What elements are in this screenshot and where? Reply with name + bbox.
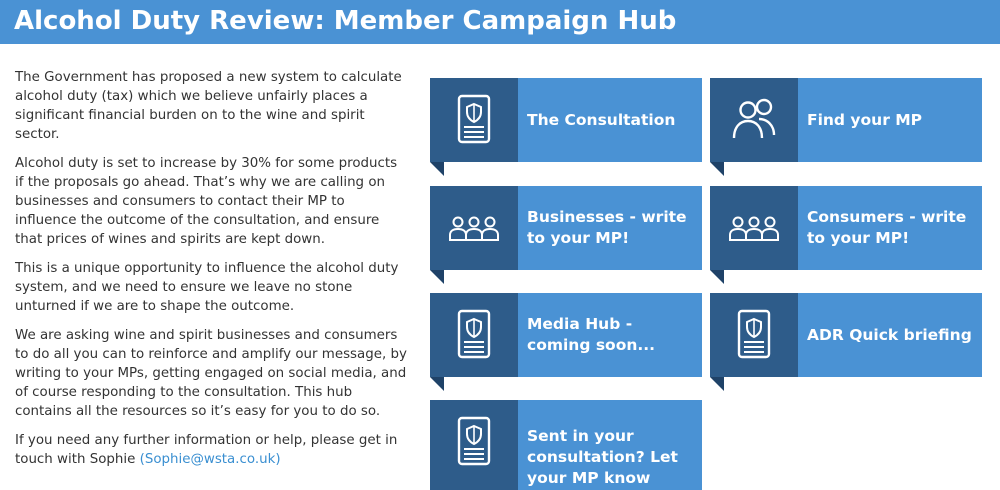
tile-sent-consultation-label: Sent in your consultation? Let your MP know <box>527 427 678 487</box>
tile-adr-briefing-label: ADR Quick briefing <box>807 325 972 344</box>
group-icon <box>446 198 502 258</box>
intro-paragraph-4: We are asking wine and spirit businesses and consumers to do all you can to reinforce and amplify our message, by writing to your MPs, getting engaged on social media, and of course responding to the consultation. This hub contains all the resources so it’s easy for you to do so. <box>15 328 407 419</box>
page-header <box>0 0 1000 44</box>
tile-consultation-label: The Consultation <box>527 110 676 129</box>
tile-find-mp[interactable] <box>710 78 982 162</box>
page-title: Alcohol Duty Review: Member Campaign Hub <box>14 6 677 36</box>
document-shield-icon <box>446 412 502 472</box>
intro-paragraph-2: Alcohol duty is set to increase by 30% for some products if the proposals go ahead. That’s why we are calling on businesses and consumers to contact their MP to influence the outcome of the consultation, and ensure that prices of wines and spirits are kept down. <box>15 156 398 247</box>
tile-find-mp-label: Find your MP <box>807 110 923 129</box>
intro-paragraph-3: This is a unique opportunity to influence the alcohol duty system, and we need to ensure we leave no stone unturned if we are to shape the outcome. <box>15 261 399 314</box>
tile-businesses-label: Businesses - write to your MP! <box>527 208 687 247</box>
tile-sent-consultation[interactable] <box>430 400 702 487</box>
tile-businesses[interactable] <box>430 186 702 270</box>
tile-consultation[interactable] <box>430 78 702 162</box>
document-shield-icon <box>446 305 502 365</box>
tile-consumers[interactable] <box>710 186 982 270</box>
contact-text: If you need any further information or help, please get in touch with Sophie <box>15 433 398 467</box>
document-shield-icon <box>726 305 782 365</box>
tile-adr-briefing[interactable] <box>710 293 982 377</box>
tile-media-hub-label: Media Hub - coming soon... <box>527 315 656 354</box>
contact-email-link[interactable]: (Sophie@wsta.co.uk) <box>139 452 281 467</box>
intro-paragraph-1: The Government has proposed a new system to calculate alcohol duty (tax) which we believe unfairly places a significant financial burden on to the wine and spirit sector. <box>15 70 402 142</box>
people-icon <box>726 90 782 150</box>
group-icon <box>726 198 782 258</box>
tile-media-hub[interactable] <box>430 293 702 377</box>
document-shield-icon <box>446 90 502 150</box>
tile-consumers-label: Consumers - write to your MP! <box>807 208 967 247</box>
